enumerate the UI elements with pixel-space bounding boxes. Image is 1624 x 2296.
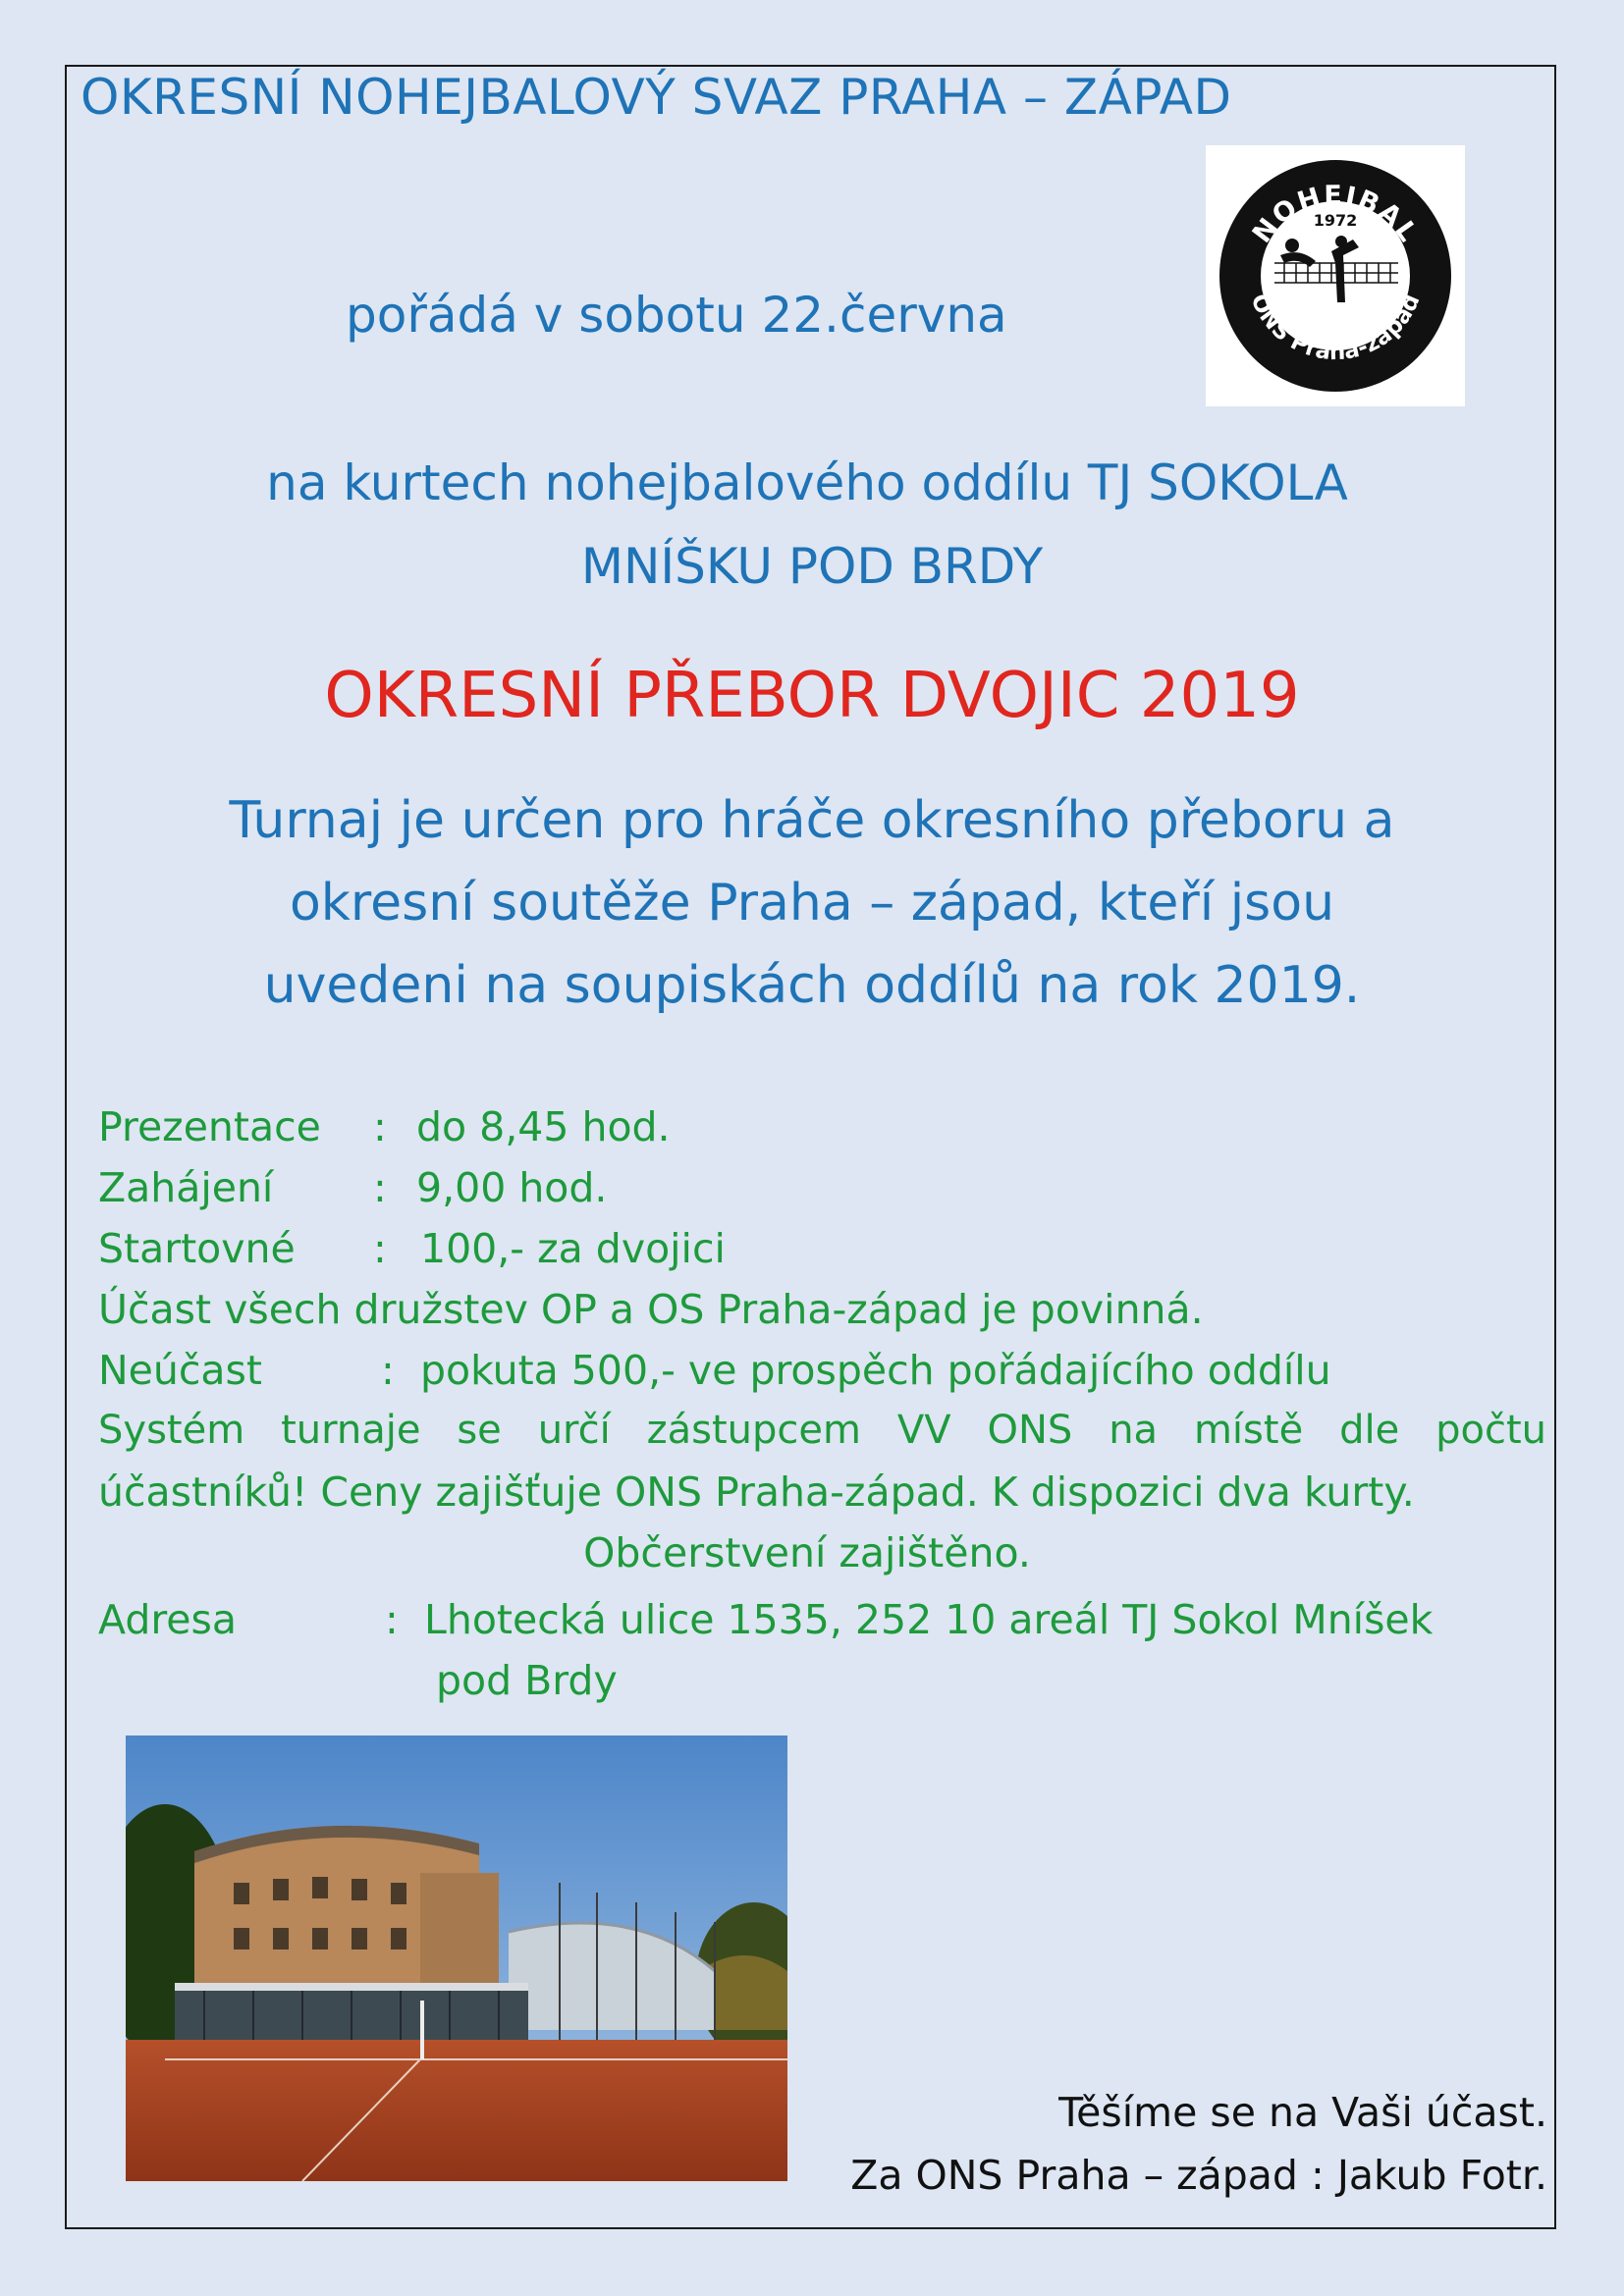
system-line-1: Systém turnaje se určí zástupcem VV ONS na místě dle počtu xyxy=(98,1408,1546,1453)
colon: : xyxy=(373,1103,387,1150)
colon: : xyxy=(373,1225,387,1272)
venue-line-2: MNÍŠKU POD BRDY xyxy=(580,538,1044,595)
organization-heading: OKRESNÍ NOHEJBALOVÝ SVAZ PRAHA – ZÁPAD xyxy=(81,69,1232,126)
logo-year: 1972 xyxy=(1313,211,1358,230)
participation-note: Účast všech družstev OP a OS Praha-západ je povinná. xyxy=(98,1286,1204,1333)
refreshments: Občerstvení zajištěno. xyxy=(583,1529,1031,1576)
closing-line-1: Těšíme se na Vaši účast. xyxy=(1058,2089,1547,2136)
start-value: 9,00 hod. xyxy=(416,1164,608,1211)
absence-value: pokuta 500,- ve prospěch pořádajícího oddílu xyxy=(420,1347,1331,1394)
colon: : xyxy=(373,1164,387,1211)
event-date: pořádá v sobotu 22.června xyxy=(346,287,1007,344)
logo-bottom-text: ONS Praha-západ xyxy=(1245,290,1426,366)
description-line-1: Turnaj je určen pro hráče okresního přeboru a xyxy=(229,791,1395,850)
system-line-2: účastníků! Ceny zajišťuje ONS Praha-západ. K dispozici dva kurty. xyxy=(98,1468,1415,1516)
address-label: Adresa xyxy=(98,1596,238,1643)
address-value: Lhotecká ulice 1535, 252 10 areál TJ Sokol Mníšek xyxy=(424,1596,1434,1643)
address-value-continued: pod Brdy xyxy=(436,1657,618,1704)
start-label: Zahájení xyxy=(98,1164,274,1211)
presentation-label: Prezentace xyxy=(98,1103,321,1150)
venue-line-1: na kurtech nohejbalového oddílu TJ SOKOLA xyxy=(266,454,1348,511)
colon: : xyxy=(381,1347,395,1394)
closing-signature: Za ONS Praha – západ : Jakub Fotr. xyxy=(850,2152,1547,2199)
fee-value: 100,- za dvojici xyxy=(420,1225,726,1272)
logo-top-text: NOHEJBAL xyxy=(1246,180,1425,249)
presentation-value: do 8,45 hod. xyxy=(416,1103,671,1150)
fee-label: Startovné xyxy=(98,1225,296,1272)
description-line-2: okresní soutěže Praha – západ, kteří jsou xyxy=(289,874,1335,933)
colon: : xyxy=(385,1596,399,1643)
venue-photo xyxy=(126,1735,787,2181)
tournament-title: OKRESNÍ PŘEBOR DVOJIC 2019 xyxy=(324,660,1300,732)
club-logo xyxy=(1206,145,1465,406)
description-line-3: uvedeni na soupiskách oddílů na rok 2019. xyxy=(263,956,1361,1015)
absence-label: Neúčast xyxy=(98,1347,262,1394)
